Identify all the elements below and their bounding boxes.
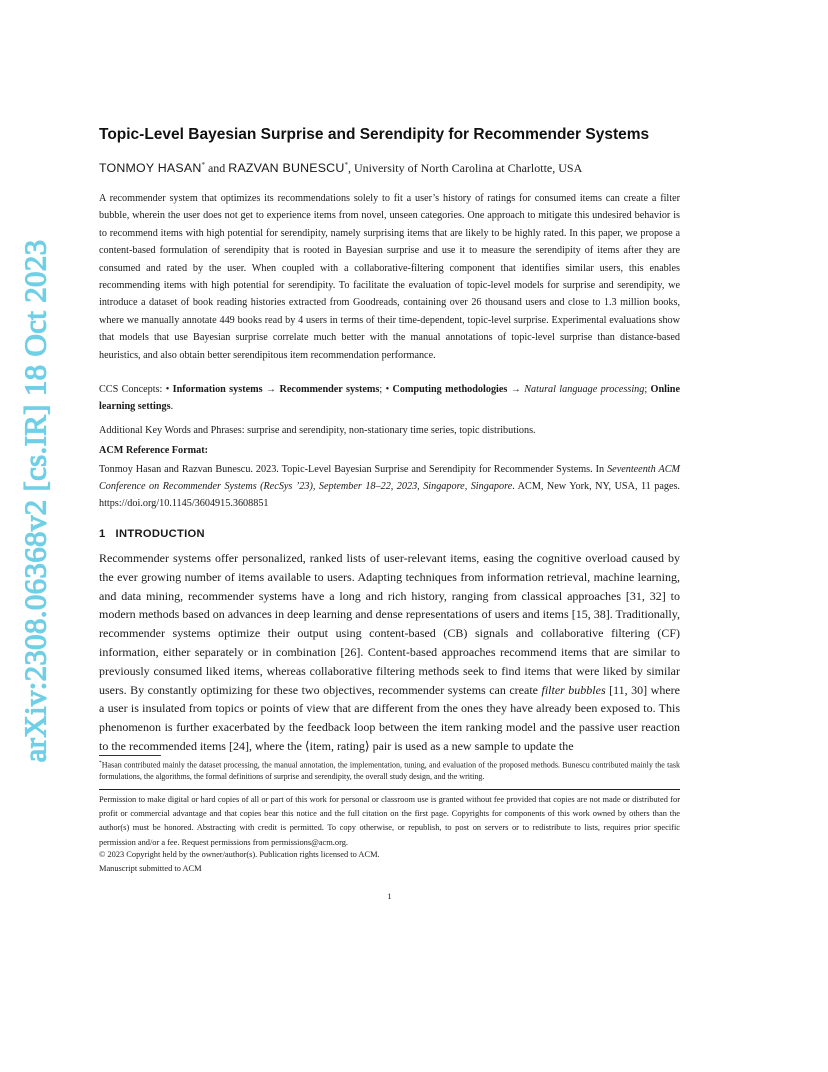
arxiv-identifier-stamp bbox=[10, 239, 60, 763]
reference-venue: Seventeenth ACM Conference on Recommender Systems (RecSys ’23), September 18–22, 2023, Singapore, Singapore bbox=[99, 464, 680, 492]
footnote-text: Hasan contributed mainly the dataset processing, the manual annotation, the implementation, tuning, and evaluation of the proposed methods. Bunescu contributed mainly the task formulations, the algorithms, the formal definitions of surprise and serendipity, the overall study design, and the writing. bbox=[99, 760, 680, 782]
reference-text-2: . ACM, New York, NY, USA, 11 pages. https://doi.org/10.1145/3604915.3608851 bbox=[99, 481, 680, 509]
ccs-concept-1: Information systems bbox=[172, 384, 263, 395]
author-line bbox=[99, 161, 699, 176]
ccs-concept-4: Natural language processing bbox=[524, 384, 645, 395]
author-2: RAZVAN BUNESCU bbox=[228, 161, 345, 175]
reference-text-1: Tonmoy Hasan and Razvan Bunescu. 2023. Topic-Level Bayesian Surprise and Serendipity for Recommender Systems. In bbox=[99, 464, 608, 475]
footnote-mark: * bbox=[99, 760, 102, 766]
ccs-concept-3: Computing methodologies bbox=[392, 384, 508, 395]
acm-reference-heading: ACM Reference Format: bbox=[99, 445, 208, 456]
ccs-separator-2: ; bbox=[644, 384, 651, 395]
abstract: A recommender system that optimizes its recommendations solely to fit a user’s history of ratings for consumed items can create a filter bubble, wherein the user does not get to experience items from novel, unseen categories. One approach to mitigate this undesired behavior is to recommend items with high potential for serendipity, namely surprising items that are likely to be highly rated. In this paper, we propose a content-based formulation of serendipity that is rooted in Bayesian surprise and use it to measure the serendipity of items after they are consumed and rated by the user. When coupled with a collaborative-filtering component that identifies similar users, this enables recommending items with high potential for serendipity. To facilitate the evaluation of topic-level models for surprise and serendipity, we introduce a dataset of book reading histories extracted from Goodreads, containing over 26 thousand users and close to 1.3 million books, where we manually annotate 449 books read by 4 users in terms of their time-dependent, topic-level surprise. Experimental evaluations show that models that use Bayesian surprise correlate much better with the manual annotations of topic-level surprise than distance-based heuristics, and also obtain better serendipitous item recommendation performance. bbox=[99, 193, 680, 361]
author-1-mark: * bbox=[201, 161, 205, 169]
author-affiliation: , University of North Carolina at Charlotte, USA bbox=[347, 161, 583, 175]
ccs-separator: ; • bbox=[379, 384, 393, 395]
arxiv-identifier-text: arXiv:2308.06368v2 [cs.IR] 18 Oct 2023 bbox=[17, 239, 53, 763]
introduction-paragraph bbox=[99, 549, 680, 756]
intro-text-2: [11, 30] where a user is insulated from topics or points of view that are different from the ones they have already been exposed to. This phenomenon is further exacerbated by the feedback loop between the item ranking model and the passive user reaction to the recommended items [24], where the ⟨item, rating⟩ pair is used as a new sample to update the bbox=[99, 682, 680, 753]
paper-title: Topic-Level Bayesian Surprise and Serendipity for Recommender Systems bbox=[99, 126, 650, 143]
ccs-concept-2: Recommender systems bbox=[279, 384, 380, 395]
ccs-end: . bbox=[170, 401, 174, 412]
author-conjunction: and bbox=[204, 161, 229, 175]
section-heading bbox=[99, 528, 399, 540]
author-2-mark: * bbox=[344, 161, 348, 169]
ccs-arrow-2: → bbox=[507, 384, 525, 395]
copyright-notice: © 2023 Copyright held by the owner/author(s). Publication rights licensed to ACM. bbox=[99, 850, 380, 859]
acm-reference-body bbox=[99, 461, 680, 512]
ccs-concepts bbox=[99, 381, 680, 415]
ccs-prefix: CCS Concepts: • bbox=[99, 384, 173, 395]
section-title: INTRODUCTION bbox=[115, 528, 205, 540]
ccs-arrow-1: → bbox=[262, 384, 280, 395]
ccs-concept-5: Online learning settings bbox=[99, 384, 680, 412]
intro-emphasis: filter bubbles bbox=[541, 682, 606, 697]
author-1: TONMOY HASAN bbox=[99, 161, 202, 175]
permission-rule bbox=[99, 789, 680, 790]
contribution-footnote bbox=[99, 758, 680, 782]
footnote-rule bbox=[99, 755, 161, 756]
manuscript-notice: Manuscript submitted to ACM bbox=[99, 864, 202, 873]
page-number: 1 bbox=[387, 892, 392, 901]
section-number: 1 bbox=[99, 528, 106, 540]
permission-notice: Permission to make digital or hard copies of all or part of this work for personal or classroom use is granted without fee provided that copies are not made or distributed for profit or commercial advantage and that copies bear this notice and the full citation on the first page. Copyrights for components of this work owned by others than the author(s) must be honored. Abstracting with credit is permitted. To copy otherwise, or republish, to post on servers or to redistribute to lists, requires prior specific permission and/or a fee. Request permissions from permissions@acm.org. bbox=[99, 795, 680, 847]
intro-text-1: Recommender systems offer personalized, ranked lists of user-relevant items, easing the cognitive overload caused by the ever growing number of items available to users. Adapting techniques from information retrieval, machine learning, and data mining, recommender systems have a long and rich history, ranging from classical approaches [31, 32] to modern methods based on advances in deep learning and dense representations of users and items [15, 38]. Traditionally, recommender systems optimize their output using content-based (CB) signals and collaborative filtering (CF) information, either separately or in combination [26]. Content-based approaches recommend items that are similar to previously consumed liked items, whereas collaborative filtering methods seek to find items that were liked by similar users. By constantly optimizing for these two objectives, recommender systems can create bbox=[99, 551, 680, 697]
keywords: Additional Key Words and Phrases: surprise and serendipity, non-stationary time series, topic distributions. bbox=[99, 425, 536, 436]
